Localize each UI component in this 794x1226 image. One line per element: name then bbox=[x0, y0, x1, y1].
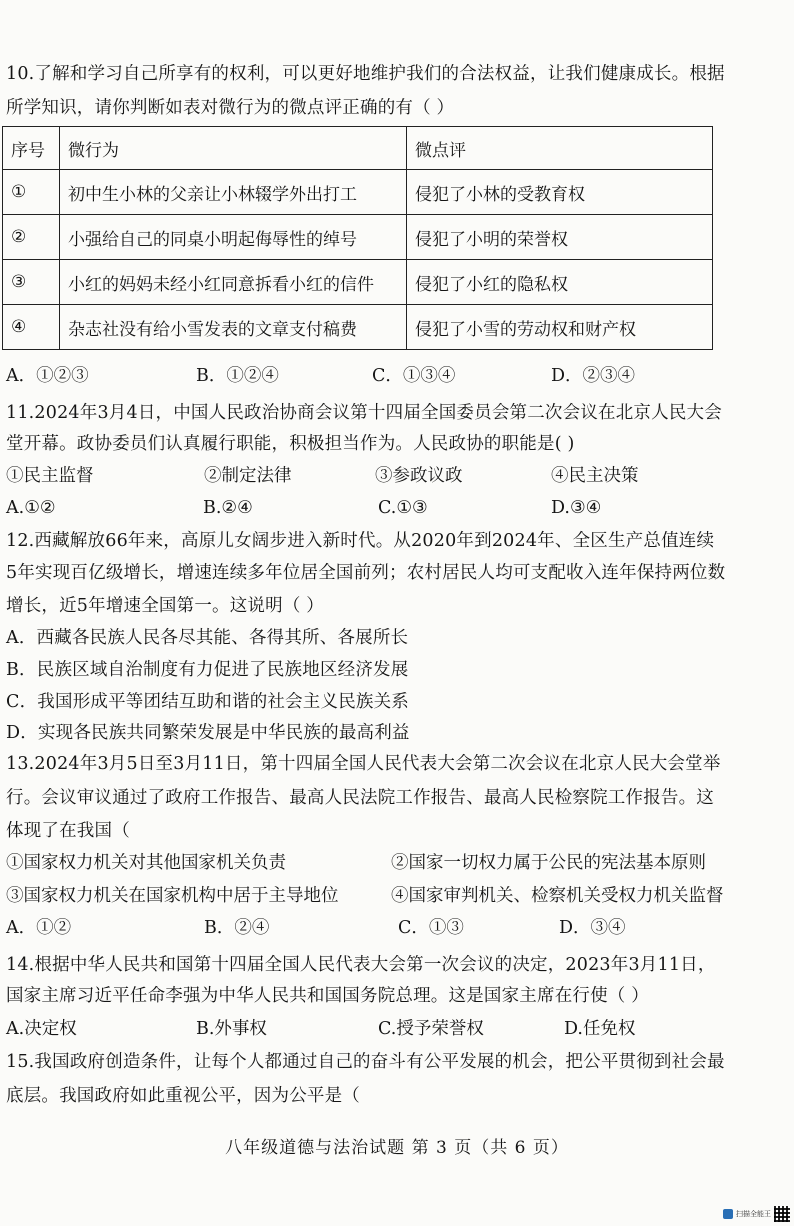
option-c: C.①③ bbox=[378, 498, 428, 518]
statement-2: ②制定法律 bbox=[204, 466, 292, 486]
option-c: C．我国形成平等团结互助和谐的社会主义民族关系 bbox=[6, 692, 409, 712]
table-cell-index: ③ bbox=[3, 260, 60, 305]
q15-stem-line1: 15.我国政府创造条件，让每个人都通过自己的奋斗有公平发展的机会，把公平贯彻到社会最 bbox=[6, 1052, 725, 1072]
scanner-watermark bbox=[723, 1206, 790, 1222]
scanner-logo-icon bbox=[723, 1209, 733, 1219]
table-cell-behavior: 小强给自己的同桌小明起侮辱性的绰号 bbox=[60, 215, 407, 260]
scanner-label: 扫描全能王 bbox=[736, 1210, 771, 1218]
table-header-row bbox=[3, 127, 713, 170]
table-cell-behavior: 初中生小林的父亲让小林辍学外出打工 bbox=[60, 170, 407, 215]
option-b: B．②④ bbox=[204, 918, 270, 938]
option-b: B．民族区域自治制度有力促进了民族地区经济发展 bbox=[6, 660, 409, 680]
table-header-comment: 微点评 bbox=[407, 127, 713, 170]
option-d: D．实现各民族共同繁荣发展是中华民族的最高利益 bbox=[6, 723, 410, 743]
option-b: B.外事权 bbox=[196, 1019, 267, 1039]
option-a: A.决定权 bbox=[6, 1019, 77, 1039]
q13-stem-line1: 13.2024年3月5日至3月11日，第十四届全国人民代表大会第二次会议在北京人民大会堂举 bbox=[6, 754, 721, 774]
statement-3: ③国家权力机关在国家机构中居于主导地位 bbox=[6, 886, 339, 906]
statement-4: ④国家审判机关、检察机关受权力机关监督 bbox=[391, 886, 724, 906]
q11-stem-line1: 11.2024年3月4日，中国人民政治协商会议第十四届全国委员会第二次会议在北京人民大会 bbox=[6, 403, 722, 423]
q15-stem-line2: 底层。我国政府如此重视公平，因为公平是（ bbox=[6, 1086, 360, 1106]
q14-stem-line1: 14.根据中华人民共和国第十四届全国人民代表大会第一次会议的决定，2023年3月11日， bbox=[6, 955, 716, 975]
option-c: C．①③ bbox=[398, 918, 464, 938]
table-cell-index: ④ bbox=[3, 305, 60, 350]
option-c: C.授予荣誉权 bbox=[378, 1019, 484, 1039]
q13-stem-line3: 体现了在我国（ bbox=[6, 821, 130, 841]
option-c: C．①③④ bbox=[372, 366, 456, 386]
table-header-index: 序号 bbox=[3, 127, 60, 170]
page-footer: 八年级道德与法治试题 第 3 页（共 6 页） bbox=[225, 1138, 569, 1158]
statement-1: ①民主监督 bbox=[6, 466, 94, 486]
option-d: D．③④ bbox=[559, 918, 626, 938]
option-a: A．西藏各民族人民各尽其能、各得其所、各展所长 bbox=[6, 628, 409, 648]
statement-2: ②国家一切权力属于公民的宪法基本原则 bbox=[391, 853, 706, 873]
option-d: D．②③④ bbox=[551, 366, 636, 386]
table-header-behavior: 微行为 bbox=[60, 127, 407, 170]
table-row bbox=[3, 215, 713, 260]
table-row bbox=[3, 170, 713, 215]
q12-stem-line2: 5年实现百亿级增长，增速连续多年位居全国前列；农村居民人均可支配收入连年保持两位数 bbox=[6, 563, 726, 583]
q11-stem-line2: 堂开幕。政协委员们认真履行职能，积极担当作为。人民政协的职能是( ) bbox=[6, 434, 575, 454]
table-row bbox=[3, 305, 713, 350]
option-a: A．①② bbox=[6, 918, 72, 938]
table-cell-comment: 侵犯了小红的隐私权 bbox=[407, 260, 713, 305]
q12-stem-line1: 12.西藏解放66年来，高原儿女阔步进入新时代。从2020年到2024年、全区生产总值连续 bbox=[6, 531, 715, 551]
table-cell-index: ② bbox=[3, 215, 60, 260]
table-cell-comment: 侵犯了小明的荣誉权 bbox=[407, 215, 713, 260]
table-cell-behavior: 小红的妈妈未经小红同意拆看小红的信件 bbox=[60, 260, 407, 305]
q14-stem-line2: 国家主席习近平任命李强为中华人民共和国国务院总理。这是国家主席在行使（ ） bbox=[6, 986, 649, 1006]
q12-stem-line3: 增长，近5年增速全国第一。这说明（ ） bbox=[6, 596, 324, 616]
q10-table bbox=[2, 126, 713, 350]
table-cell-index: ① bbox=[3, 170, 60, 215]
q10-stem-line2: 所学知识，请你判断如表对微行为的微点评正确的有（ ） bbox=[6, 98, 455, 118]
table-cell-comment: 侵犯了小雪的劳动权和财产权 bbox=[407, 305, 713, 350]
option-a: A.①② bbox=[6, 498, 56, 518]
option-a: A．①②③ bbox=[6, 366, 89, 386]
q13-stem-line2: 行。会议审议通过了政府工作报告、最高人民法院工作报告、最高人民检察院工作报告。这 bbox=[6, 788, 714, 808]
option-d: D.③④ bbox=[551, 498, 602, 518]
option-b: B．①②④ bbox=[196, 366, 279, 386]
table-cell-behavior: 杂志社没有给小雪发表的文章支付稿费 bbox=[60, 305, 407, 350]
q10-stem-line1: 10.了解和学习自己所享有的权利，可以更好地维护我们的合法权益，让我们健康成长。根据 bbox=[6, 64, 725, 84]
statement-4: ④民主决策 bbox=[551, 466, 639, 486]
statement-1: ①国家权力机关对其他国家机关负责 bbox=[6, 853, 286, 873]
statement-3: ③参政议政 bbox=[375, 466, 463, 486]
table-cell-comment: 侵犯了小林的受教育权 bbox=[407, 170, 713, 215]
qr-code-icon bbox=[774, 1206, 790, 1222]
option-d: D.任免权 bbox=[564, 1019, 636, 1039]
table-row bbox=[3, 260, 713, 305]
option-b: B.②④ bbox=[203, 498, 253, 518]
